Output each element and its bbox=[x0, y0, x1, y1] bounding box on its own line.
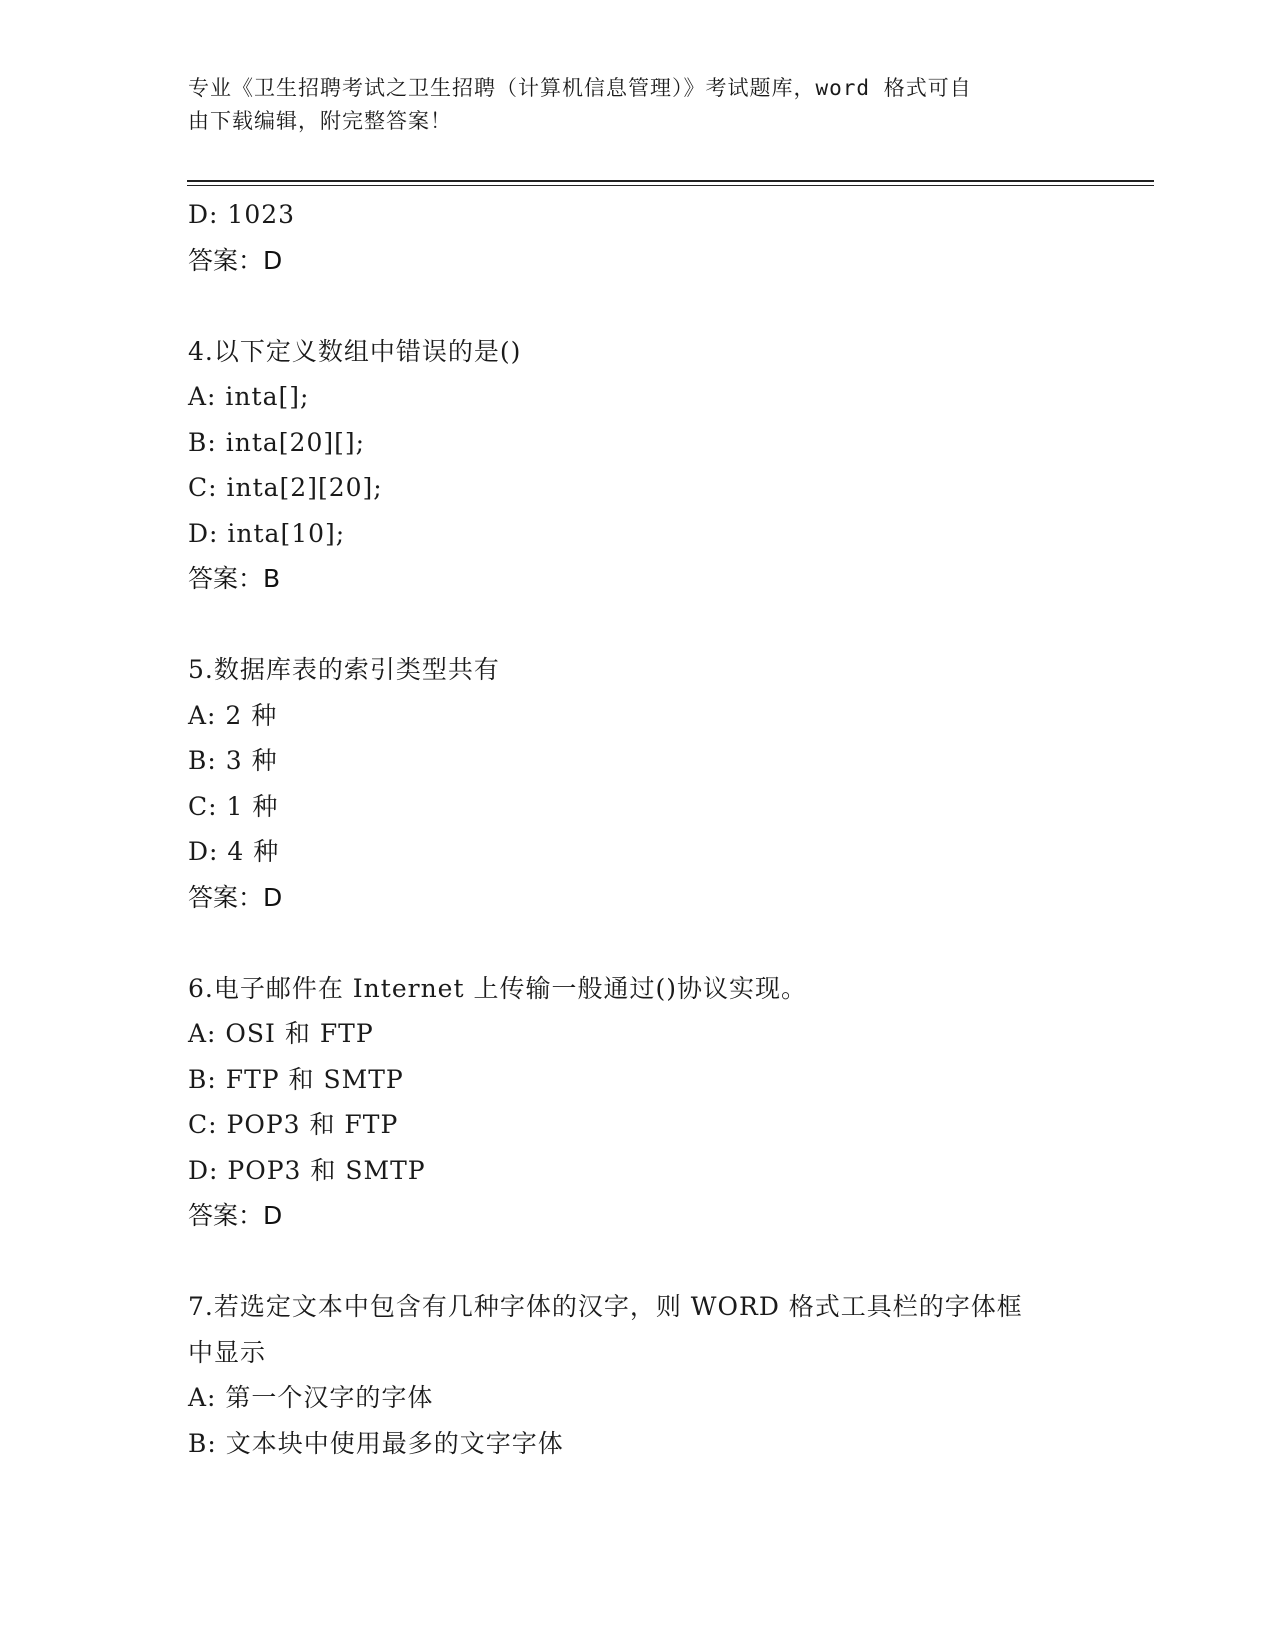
question-stem-line-1: 7.若选定文本中包含有几种字体的汉字，则 WORD 格式工具栏的字体框 bbox=[188, 1292, 1023, 1321]
spacer bbox=[188, 1239, 1088, 1285]
spacer bbox=[188, 920, 1088, 966]
option-a: A: inta[]; bbox=[188, 382, 310, 411]
page-header bbox=[188, 72, 1088, 138]
header-divider-thin bbox=[187, 185, 1154, 186]
question-stem: 5.数据库表的索引类型共有 bbox=[188, 655, 500, 684]
option-b: B: FTP 和 SMTP bbox=[188, 1064, 404, 1094]
option-a: A: 第一个汉字的字体 bbox=[188, 1383, 434, 1412]
question-list bbox=[188, 192, 1088, 1466]
option-b: B: inta[20][]; bbox=[188, 427, 366, 457]
spacer bbox=[188, 602, 1088, 648]
question-4 bbox=[188, 329, 1088, 602]
option-a: A: 2 种 bbox=[188, 700, 278, 730]
option-d: D: 4 种 bbox=[188, 837, 280, 866]
question-5 bbox=[188, 647, 1088, 920]
option-a: A: OSI 和 FTP bbox=[188, 1019, 374, 1048]
question-stem-line-2: 中显示 bbox=[188, 1337, 267, 1367]
option-d: D: POP3 和 SMTP bbox=[188, 1155, 426, 1185]
question-6 bbox=[188, 966, 1088, 1239]
option-c: C: inta[2][20]; bbox=[188, 473, 383, 502]
header-line-1: 专业《卫生招聘考试之卫生招聘（计算机信息管理）》考试题库，word 格式可自 bbox=[188, 76, 972, 100]
option-d: D: inta[10]; bbox=[188, 518, 346, 548]
answer-line: 答案：D bbox=[188, 882, 283, 912]
option-b: B: 3 种 bbox=[188, 746, 278, 775]
option-b: B: 文本块中使用最多的文字字体 bbox=[188, 1428, 564, 1458]
spacer bbox=[188, 283, 1088, 329]
option-c: C: POP3 和 FTP bbox=[188, 1110, 399, 1139]
question-stem: 4.以下定义数组中错误的是() bbox=[188, 336, 522, 366]
option-c: C: 1 种 bbox=[188, 791, 279, 821]
header-divider-thick bbox=[187, 180, 1154, 182]
header-line-2: 由下载编辑，附完整答案！ bbox=[188, 109, 452, 133]
carryover-answer: 答案：D bbox=[188, 245, 283, 275]
answer-line: 答案：B bbox=[188, 564, 281, 593]
question-7 bbox=[188, 1284, 1088, 1466]
question-stem: 6.电子邮件在 Internet 上传输一般通过()协议实现。 bbox=[188, 973, 807, 1003]
answer-line: 答案：D bbox=[188, 1201, 283, 1230]
carryover-option-d: D: 1023 bbox=[188, 200, 296, 229]
